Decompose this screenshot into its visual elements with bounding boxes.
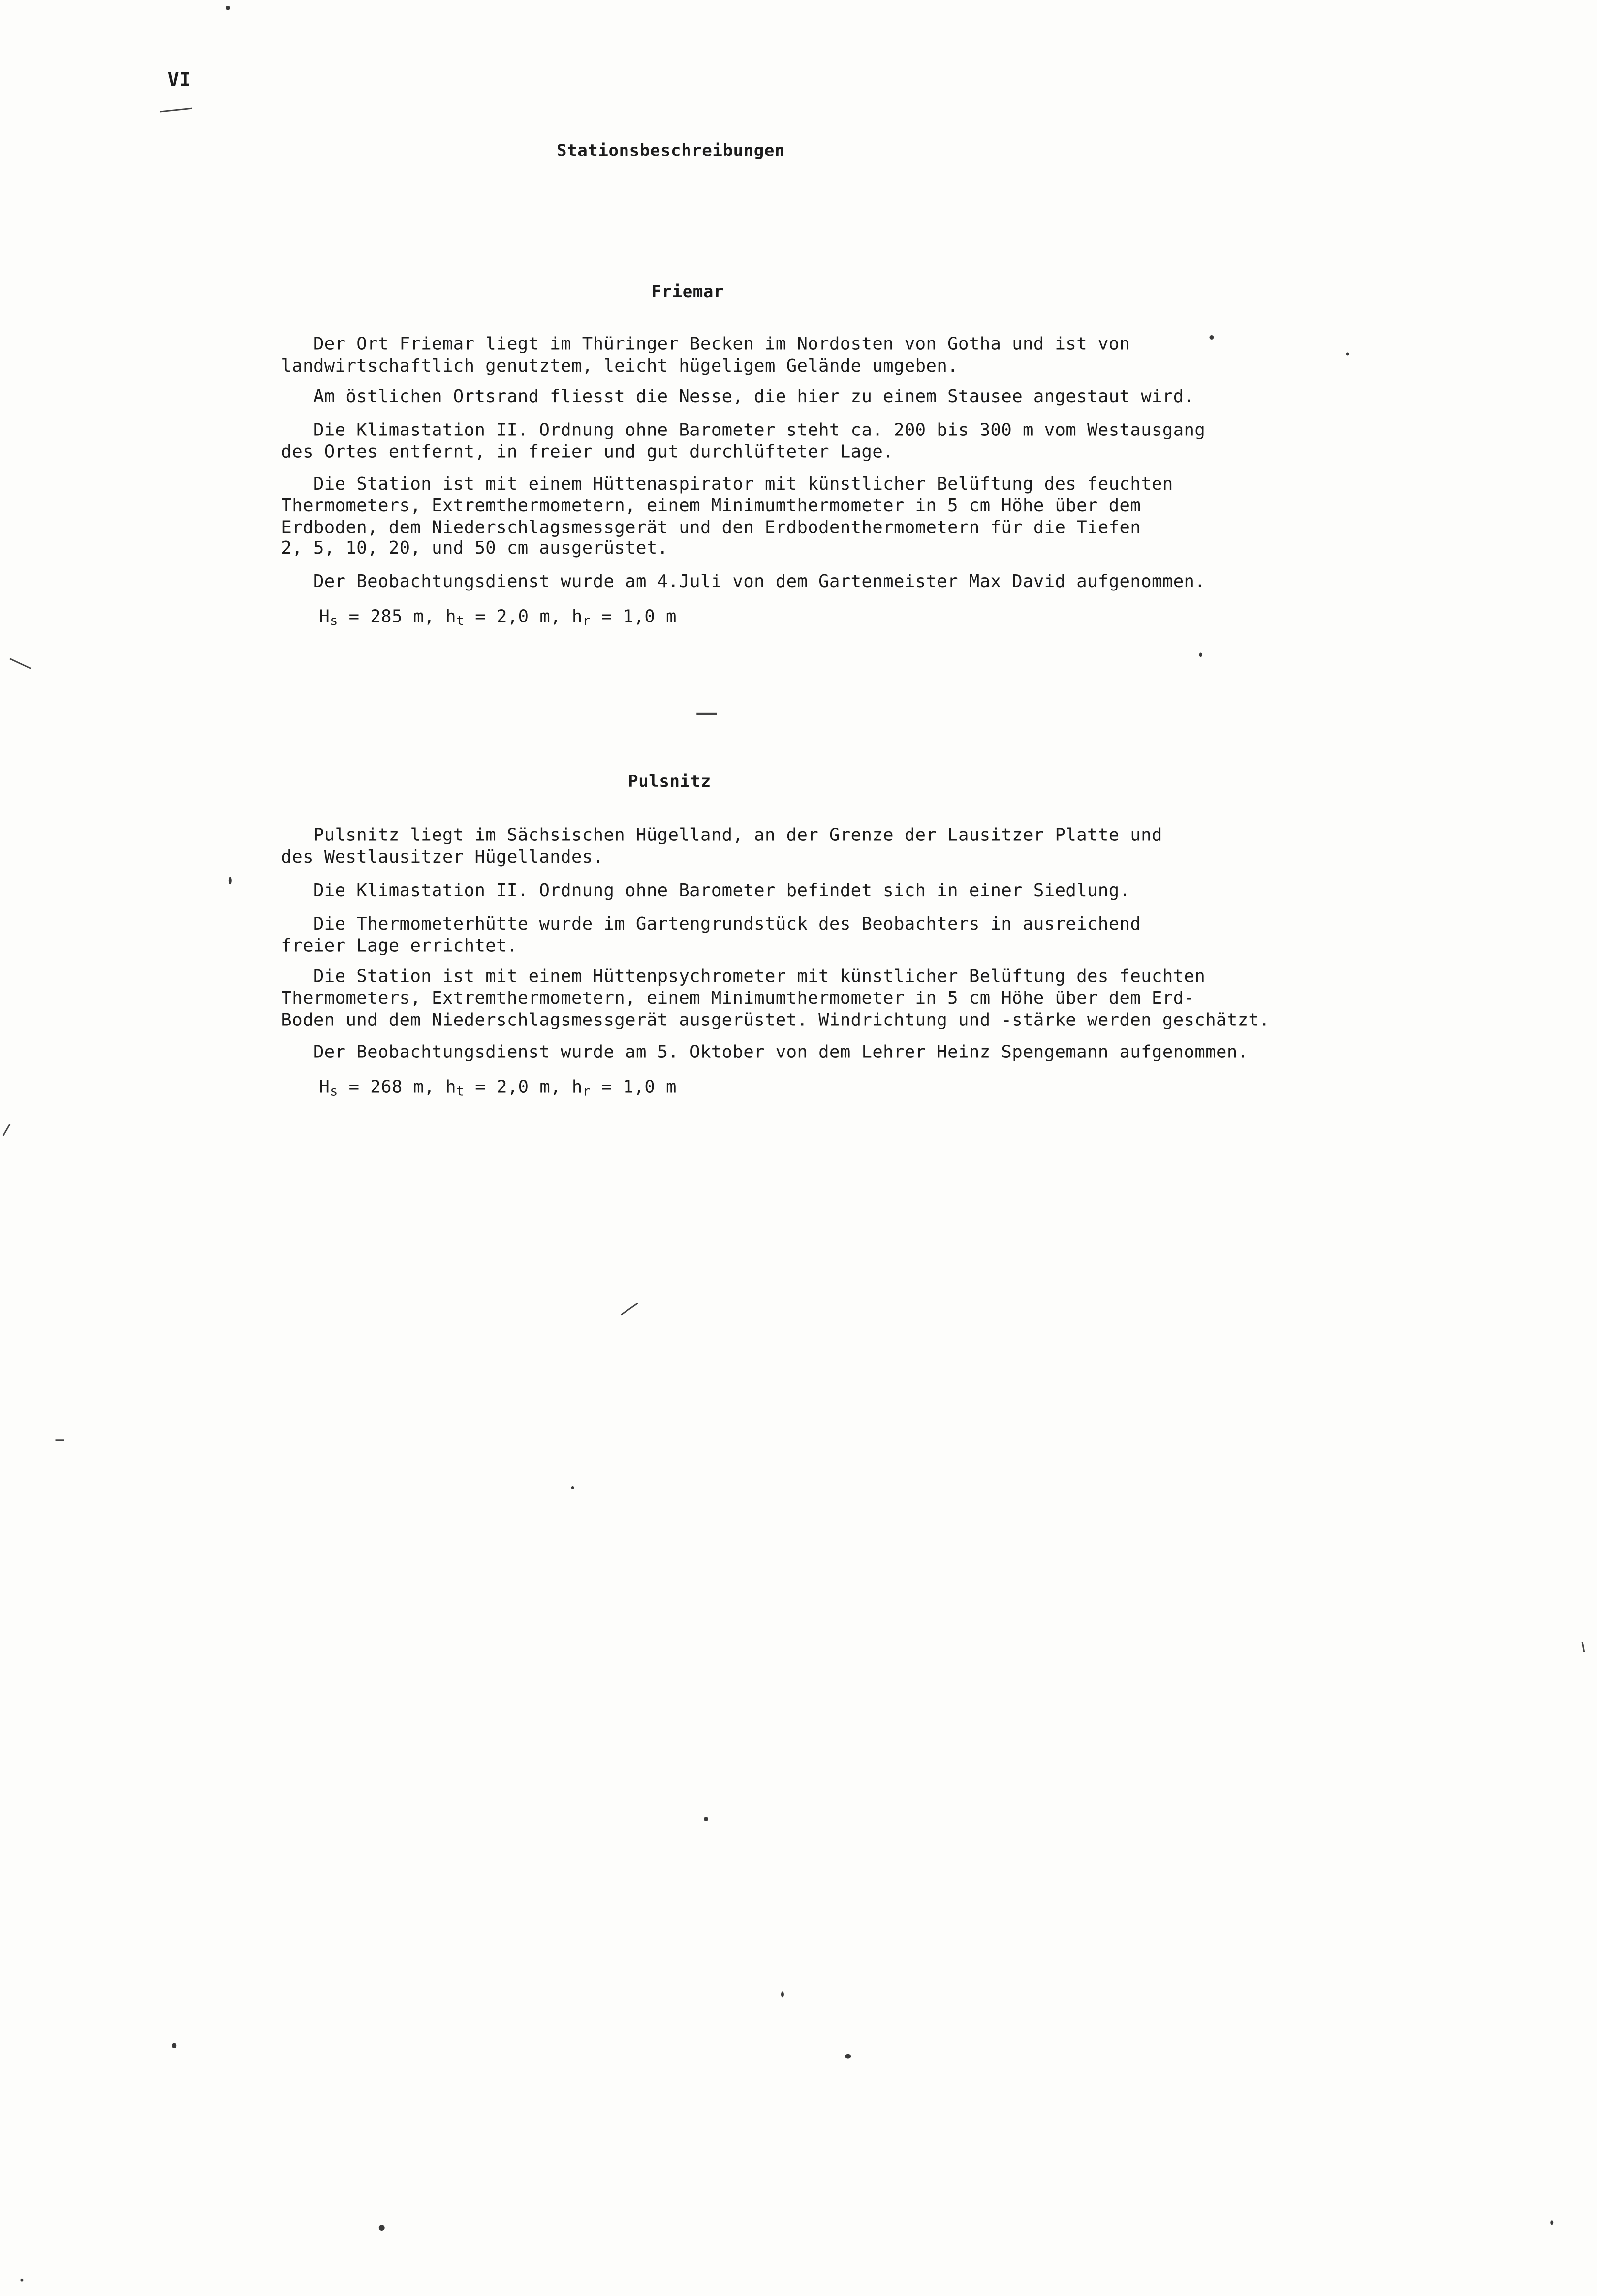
scan-speck xyxy=(229,877,232,884)
station-height-value: = 268 m, xyxy=(338,1077,446,1097)
rain-gauge-height-label: h xyxy=(571,606,583,627)
friemar-paragraph-equipment: Die Station ist mit einem Hüttenaspirator mit künstlicher Belüftung des feuchten Thermometers, Extremthermometern, einem Minimumthermometer in 5 cm Höhe über dem Erdboden, dem Niederschlagsmessgerät und den Erdbodenthermometern für die Tiefen 2, 5, 10, 20, und 50 cm ausgerüstet. xyxy=(281,473,1173,559)
station-height-label: H xyxy=(319,606,330,627)
pulsnitz-paragraph-location: Pulsnitz liegt im Sächsischen Hügelland, an der Grenze der Lausitzer Platte und des Westlausitzer Hügellandes. xyxy=(281,824,1162,867)
friemar-paragraph-station-site: Die Klimastation II. Ordnung ohne Barometer steht ca. 200 bis 300 m vom Westausgang des Ortes entfernt, in freier und gut durchlüfteter Lage. xyxy=(281,419,1206,462)
scan-speck xyxy=(20,2279,23,2282)
station-height-label: H xyxy=(319,1077,330,1097)
scan-speck xyxy=(1199,652,1202,657)
friemar-paragraph-observer: Der Beobachtungsdienst wurde am 4.Juli von dem Gartenmeister Max David aufgenommen. xyxy=(281,571,1206,592)
station-height-value: = 285 m, xyxy=(338,606,446,627)
thermometer-height-label: h xyxy=(445,606,456,627)
scan-speck xyxy=(1346,353,1349,356)
friemar-heights: $H_s = 285$ m, $h_t = 2,0$ m, $h_r = 1,0$ m xyxy=(319,606,677,630)
scan-speck xyxy=(172,2043,176,2048)
scan-stroke xyxy=(56,1439,64,1441)
scan-stroke xyxy=(1582,1642,1585,1652)
scan-speck xyxy=(704,1817,708,1821)
pulsnitz-paragraph-observer: Der Beobachtungsdienst wurde am 5. Oktober von dem Lehrer Heinz Spengemann aufgenommen. xyxy=(281,1041,1249,1062)
pulsnitz-heights: $H_s = 268$ m, $h_t = 2,0$ m, $h_r = 1,0$ m xyxy=(319,1077,677,1100)
page-number-underline xyxy=(160,108,192,113)
scan-speck xyxy=(1550,2220,1553,2225)
pulsnitz-paragraph-hut: Die Thermometerhütte wurde im Gartengrundstück des Beobachters in ausreichend freier Lage errichtet. xyxy=(281,913,1141,956)
pulsnitz-paragraph-equipment: Die Station ist mit einem Hüttenpsychrometer mit künstlicher Belüftung des feuchten Thermometers, Extremthermometern, einem Minimumthermometer in 5 cm Höhe über dem Erd- Boden und dem Niederschlagsmessgerät ausgerüstet. Windrichtung und -stärke werden geschätzt. xyxy=(281,966,1270,1030)
scan-stroke xyxy=(9,658,31,669)
section-separator xyxy=(696,713,717,715)
scan-stroke xyxy=(2,1124,10,1136)
scan-stroke xyxy=(621,1303,638,1315)
pulsnitz-paragraph-station: Die Klimastation II. Ordnung ohne Barometer befindet sich in einer Siedlung. xyxy=(281,880,1130,900)
rain-gauge-height-label: h xyxy=(571,1077,583,1097)
rain-gauge-height-value: = 1,0 m xyxy=(591,606,677,627)
section-title-friemar: Friemar xyxy=(651,281,724,302)
page-number: VI xyxy=(167,70,191,92)
section-title-pulsnitz: Pulsnitz xyxy=(628,771,711,791)
friemar-paragraph-river: Am östlichen Ortsrand fliesst die Nesse, die hier zu einem Stausee angestaut wird. xyxy=(281,386,1195,407)
scan-speck xyxy=(379,2225,385,2231)
scan-speck xyxy=(845,2054,851,2059)
thermometer-height-value: = 2,0 m, xyxy=(464,606,572,627)
scan-speck xyxy=(226,6,230,10)
scan-speck xyxy=(1209,335,1214,340)
page-heading: Stationsbeschreibungen xyxy=(557,140,785,160)
thermometer-height-label: h xyxy=(445,1077,456,1097)
rain-gauge-height-value: = 1,0 m xyxy=(591,1077,677,1097)
scan-speck xyxy=(781,1991,784,1997)
friemar-paragraph-location: Der Ort Friemar liegt im Thüringer Becken im Nordosten von Gotha und ist von landwirtschaftlich genutztem, leicht hügeligem Gelände umgeben. xyxy=(281,334,1130,376)
scan-speck xyxy=(571,1486,574,1489)
thermometer-height-value: = 2,0 m, xyxy=(464,1077,572,1097)
